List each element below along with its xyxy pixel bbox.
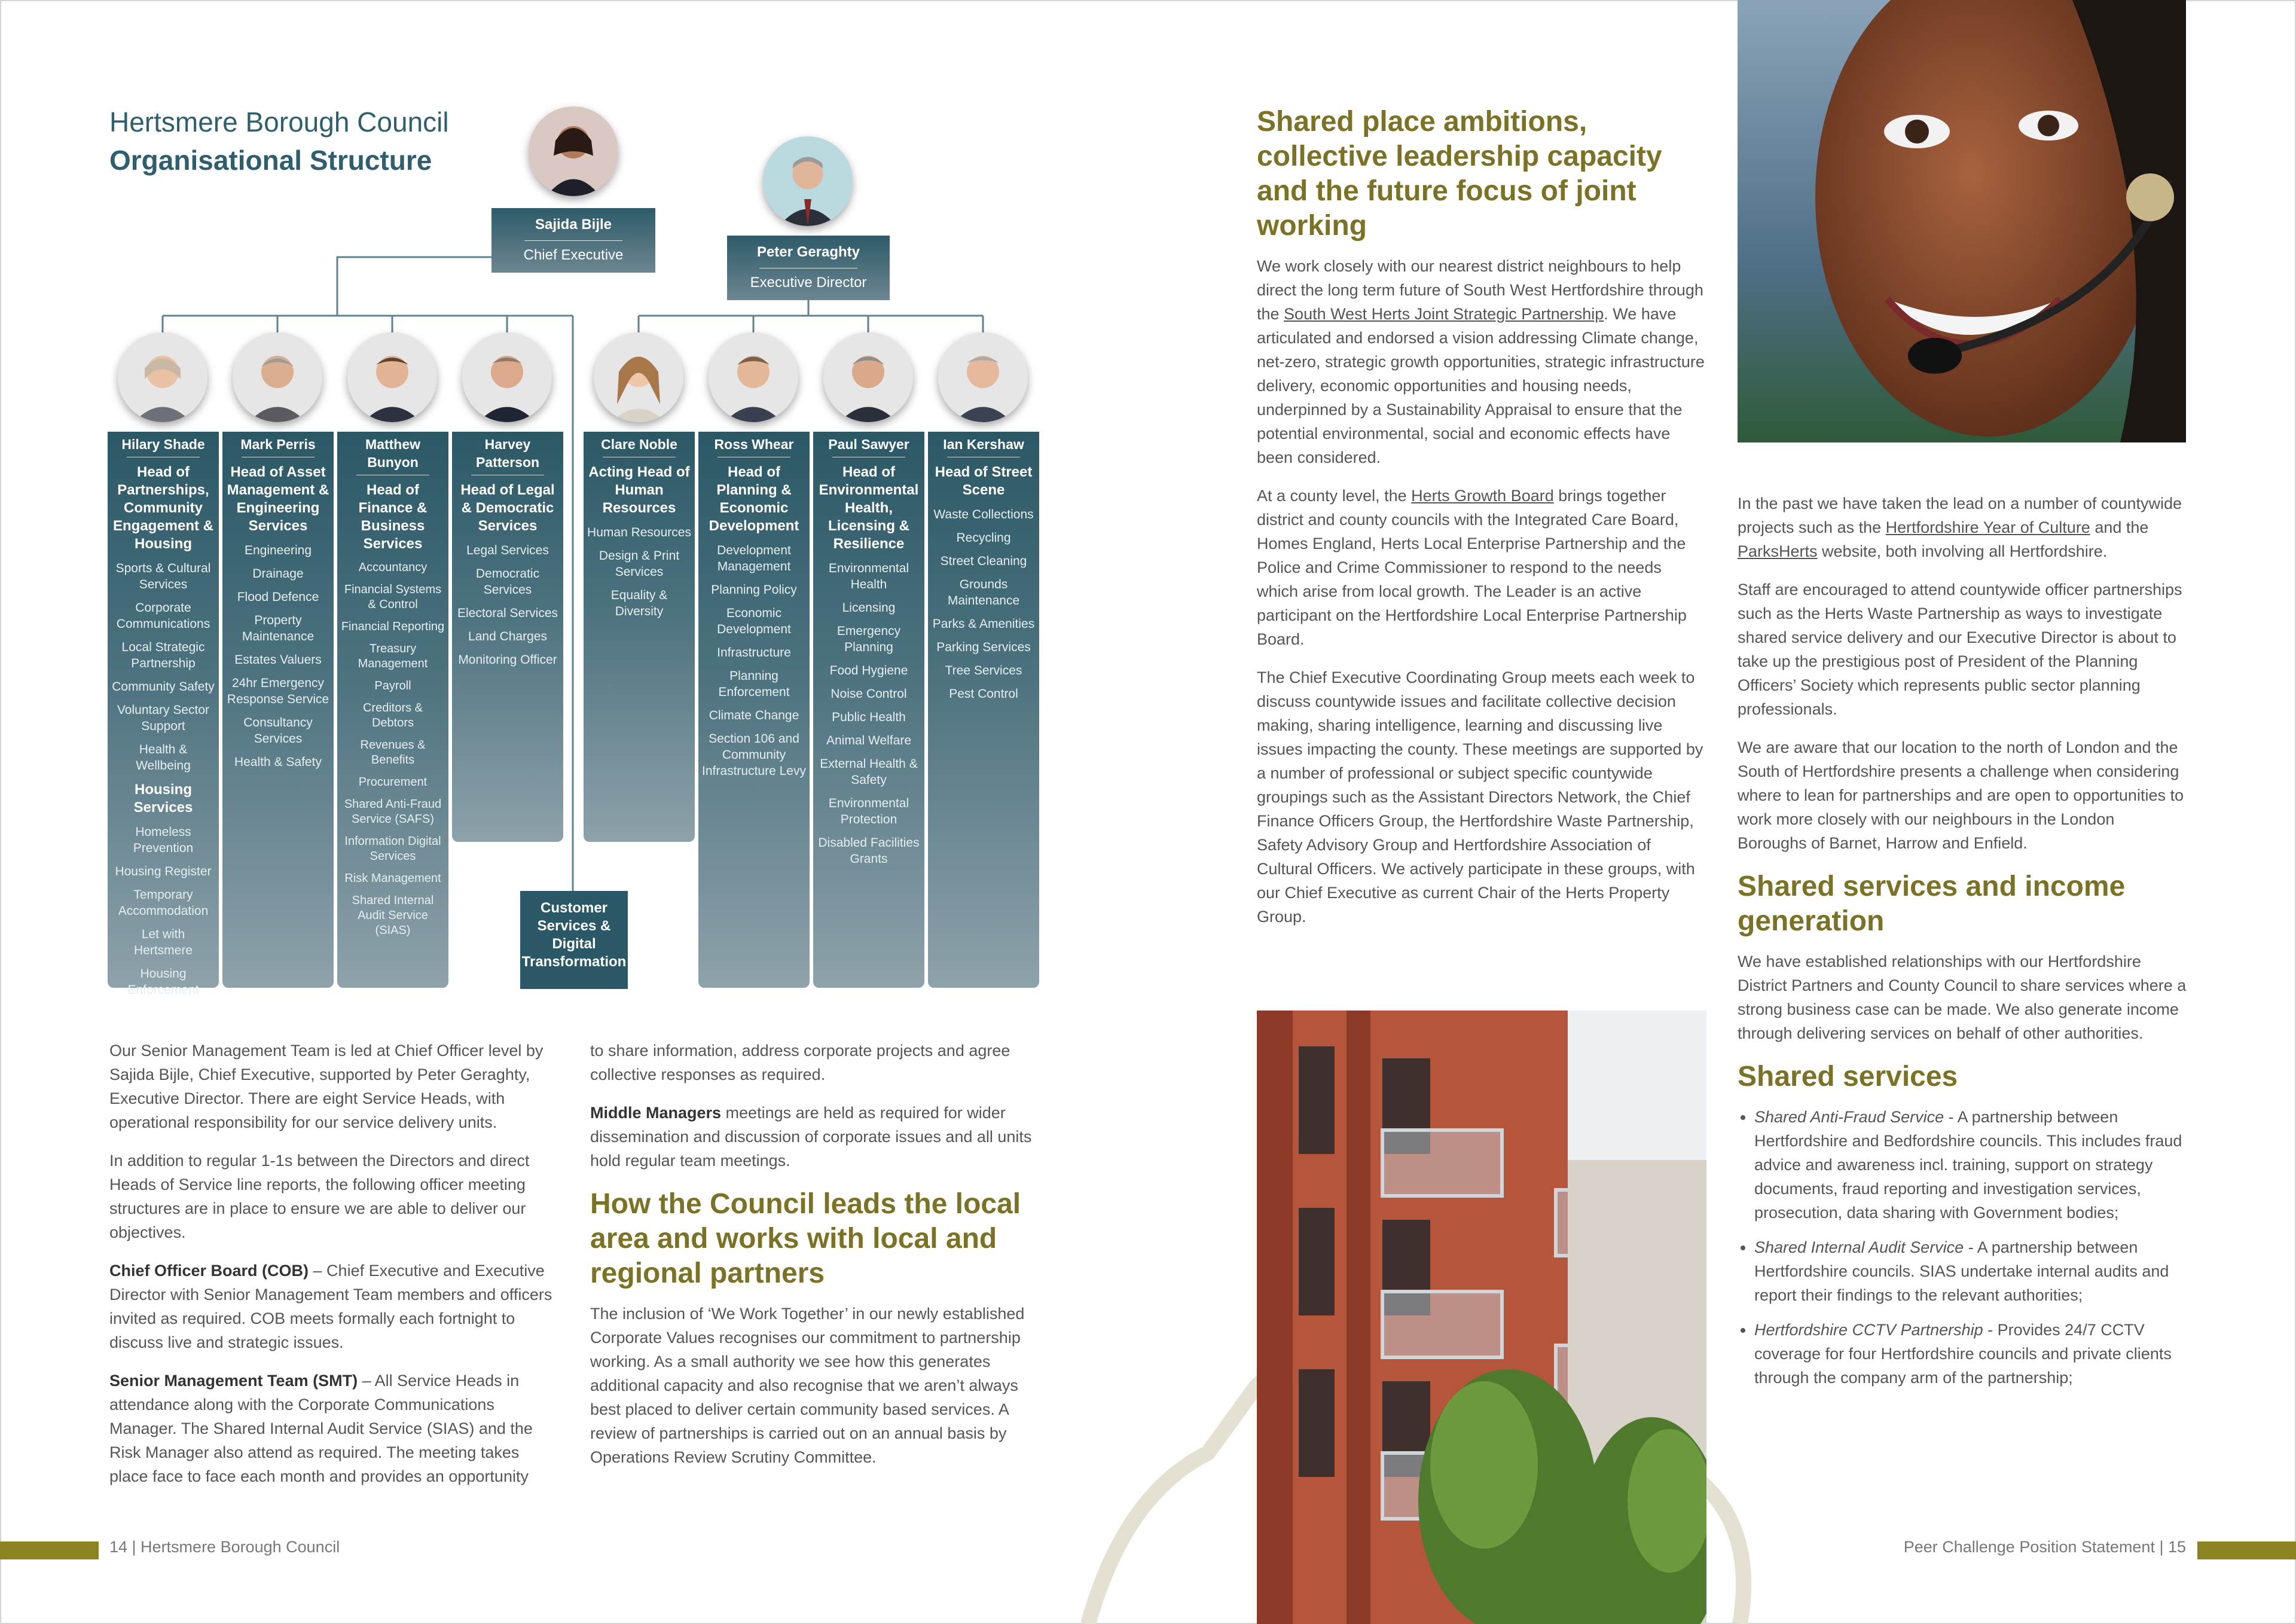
divider (524, 240, 622, 241)
paragraph (1257, 484, 1706, 651)
text: . We have articulated and endorsed a vision addressing Climate change, net-zero, strategic growth opportunities, strategic infrastructure delivery, economic opportunities and housing needs, underpinned by a Sustainability Appraisal to ensure that the potential environmental, social and economic effects have been considered. (1257, 305, 1705, 466)
service-item: Homeless Prevention (133, 825, 194, 855)
service-item: Disabled Facilities Grants (818, 836, 920, 866)
paragraph: The inclusion of ‘We Work Together’ in our newly established Corporate Values recognises our commitment to partnership working. As a small authority we see how this generates additional capacity and also recognise that we aren’t always best placed to deliver certain community based services. A review of partnerships is carried out on an annual basis by Operations Review Scrutiny Committee. (590, 1305, 1025, 1466)
service-item: Accountancy (358, 561, 428, 574)
org-column-mark-perris (222, 432, 334, 988)
service-item: Planning Policy (711, 583, 797, 597)
org-column-paul-sawyer (813, 432, 924, 988)
link-south-west-herts[interactable]: South West Herts Joint Strategic Partnership (1284, 305, 1604, 323)
link-parksherts[interactable]: ParksHerts (1738, 542, 1818, 560)
text: In the past we have taken the lead on a number of countywide projects such as the (1738, 494, 2182, 536)
service-item: Local Strategic Partnership (121, 640, 205, 670)
paragraph (1257, 254, 1706, 469)
org-title-council: Hertsmere Borough Council (109, 106, 449, 138)
list-item (1754, 1105, 2187, 1225)
text: At a county level, the (1257, 487, 1412, 505)
service-item: Revenues & Benefits (360, 738, 426, 767)
bullet-title: Shared Internal Audit Service (1754, 1238, 1964, 1256)
service-item: Creditors & Debtors (362, 701, 423, 729)
service-item: Housing Register (115, 865, 212, 878)
service-item: Property Maintenance (242, 613, 315, 643)
org-column-clare-noble (584, 432, 695, 842)
section-heading-shared-services-income: Shared services and income generation (1738, 871, 2126, 937)
service-item: Development Management (717, 544, 791, 573)
chief-executive-role: Chief Executive (523, 247, 624, 263)
service-item: Procurement (358, 776, 428, 789)
smt-label: Senior Management Team (SMT) (109, 1372, 358, 1390)
housing-photo (1257, 1011, 1706, 1624)
service-item: Shared Anti-Fraud Service (SAFS) (344, 798, 442, 826)
service-item: Infrastructure (717, 646, 791, 660)
service-item: Let with Hertsmere (133, 927, 193, 957)
service-item: Planning Enforcement (718, 669, 790, 699)
service-item: Legal Services (466, 544, 549, 557)
service-item: Monitoring Officer (458, 653, 557, 667)
service-item: Estates Valuers (234, 653, 322, 667)
footer-left: 14 | Hertsmere Borough Council (109, 1538, 340, 1556)
service-item: 24hr Emergency Response Service (227, 676, 329, 706)
mark-perris-photo (233, 332, 322, 422)
paragraph (109, 1259, 555, 1354)
service-item: Grounds Maintenance (947, 578, 1020, 608)
paragraph: In addition to regular 1-1s between the Directors and direct Heads of Service line reports, the following officer meeting structures are in place to ensure we are able to deliver our objectives. (109, 1152, 530, 1241)
service-item: Financial Systems & Control (344, 583, 442, 611)
paragraph: We have established relationships with our Hertfordshire District Partners and County Council to share services where a strong business case can be made. We also generate income through delivering services on behalf of other authorities. (1738, 953, 2187, 1042)
bullet-title: Shared Anti-Fraud Service (1754, 1108, 1944, 1126)
head-name: Clare Noble (601, 436, 677, 452)
service-item: Payroll (374, 679, 411, 692)
org-column-ross-whear (698, 432, 810, 988)
org-column-matthew-bunyon (337, 432, 448, 988)
service-item: External Health & Safety (820, 757, 918, 787)
paragraph: Staff are encouraged to attend countywide officer partnerships such as the Herts Waste Partnership as ways to investigate shared service delivery and our Executive Director is about to take up the prestigious post of President of the Planning Officers’ Society which represents public sector planning professionals. (1738, 581, 2182, 718)
executive-director-name: Peter Geraghty (756, 244, 860, 260)
customer-services-box: Customer Services & Digital Transformation (520, 891, 628, 989)
sub-head-housing: Housing Services (133, 782, 193, 816)
service-item: Economic Development (717, 606, 791, 636)
service-item: Temporary Accommodation (118, 888, 209, 918)
text: We work closely with our nearest district neighbours to help direct the long term future of South West Hertfordshire through the (1257, 257, 1703, 323)
org-title-structure: Organisational Structure (109, 145, 432, 176)
clare-noble-photo (594, 332, 683, 422)
service-item: Drainage (252, 567, 304, 581)
paragraph (590, 1101, 1036, 1173)
harvey-patterson-photo (462, 332, 552, 422)
head-role: Head of Legal & Democratic Services (460, 482, 555, 534)
head-role: Head of Planning & Economic Development (709, 464, 799, 534)
service-item: Recycling (956, 531, 1011, 545)
head-role: Head of Asset Management & Engineering Services (227, 464, 329, 534)
service-item: Design & Print Services (599, 549, 680, 579)
service-item: Tree Services (945, 664, 1022, 677)
service-item: Health & Wellbeing (136, 743, 191, 773)
section-heading-shared-services: Shared services (1738, 1061, 1958, 1092)
footer-bar-left (0, 1541, 99, 1559)
link-herts-growth-board[interactable]: Herts Growth Board (1411, 487, 1554, 505)
bullet-title: Hertfordshire CCTV Partnership (1754, 1321, 1983, 1339)
org-column-harvey-patterson (452, 432, 563, 842)
executive-director-photo (763, 136, 853, 226)
middle-managers-label: Middle Managers (590, 1104, 722, 1122)
head-role: Head of Finance & Business Services (358, 482, 428, 552)
smt-text: – All Service Heads in attendance along with the Corporate Communications Manager. The Shared Internal Audit Service (SIAS) and the Risk Manager also attend as required. The meeting takes place face to face each month and provides an opportunity (109, 1372, 533, 1485)
bullet-text: - A partnership between Hertfordshire and Bedfordshire councils. This includes fraud advice and awareness incl. training, support on strategy documents, fraud reporting and investigation services, prosecution, data sharing with Government bodies; (1754, 1108, 2182, 1222)
service-item: Food Hygiene (829, 664, 908, 677)
service-item: Environmental Health (828, 561, 909, 591)
section-heading-shared-place: Shared place ambitions, collective leadership capacity and the future focus of joint working (1257, 106, 1662, 242)
service-item: Financial Reporting (341, 620, 445, 633)
paragraph: Our Senior Management Team is led at Chief Officer level by Sajida Bijle, Chief Executive, supported by Peter Geraghty, Executive Director. There are eight Service Heads, with operational responsibility for our service delivery units. (109, 1042, 544, 1131)
head-role: Head of Partnerships, Community Engagement & Housing (112, 464, 214, 552)
service-item: Climate Change (709, 709, 799, 722)
executive-director-role: Executive Director (750, 274, 867, 291)
org-column-ian-kershaw (928, 432, 1039, 988)
service-item: Pest Control (949, 687, 1018, 701)
middle-text-column (590, 1039, 1036, 1483)
service-item: Environmental Protection (828, 796, 909, 826)
chief-executive-name: Sajida Bijle (535, 216, 612, 233)
middle-managers-text: meetings are held as required for wider dissemination and discussion of corporate issues and all units hold regular team meetings. (590, 1104, 1032, 1170)
paul-sawyer-photo (823, 332, 913, 422)
service-item: Consultancy Services (243, 716, 313, 746)
service-item: Public Health (832, 710, 906, 724)
paragraph (1738, 492, 2187, 563)
right-text-column-2 (1738, 492, 2187, 1400)
chief-executive-box (491, 208, 655, 273)
service-item: Voluntary Sector Support (117, 703, 210, 733)
service-item: Waste Collections (933, 508, 1034, 521)
service-item: Sports & Cultural Services (115, 561, 211, 591)
service-item: Electoral Services (457, 606, 558, 620)
service-item: Licensing (842, 601, 896, 615)
service-item: Human Resources (587, 526, 691, 539)
service-item: Street Cleaning (940, 554, 1027, 568)
head-name: Mark Perris (240, 436, 316, 452)
call-centre-photo (1738, 0, 2186, 442)
service-item: Animal Welfare (826, 734, 911, 747)
service-item: Housing Enforcement (127, 967, 199, 997)
service-item: Equality & Diversity (610, 588, 668, 618)
service-item: Risk Management (344, 872, 441, 885)
service-item: Land Charges (468, 630, 547, 643)
service-item: Section 106 and Community Infrastructure Levy (702, 732, 806, 778)
list-item (1754, 1235, 2187, 1307)
service-item: Noise Control (831, 687, 907, 701)
head-role: Head of Environmental Health, Licensing & Resilience (819, 464, 919, 552)
section-heading-council-leads: How the Council leads the local area and works with local and regional partners (590, 1188, 1021, 1289)
executive-director-box (727, 236, 890, 300)
text: brings together district and county councils with the Integrated Care Board, Homes England, Herts Local Enterprise Partnership and the Police and Crime Commissioner to respond to the needs which arise from local growth. The Leader is an active participant on the Hertfordshire Local Enterprise Partnership Board. (1257, 487, 1687, 648)
ian-kershaw-photo (938, 332, 1028, 422)
footer-bar-right (2197, 1541, 2296, 1559)
org-column-hilary-shade (108, 432, 219, 997)
head-name: Paul Sawyer (828, 436, 909, 452)
paragraph: The Chief Executive Coordinating Group meets each week to discuss countywide issues and facilitate collective decision making, sharing intelligence, learning and discussing live issues impacting the county. These meetings are supported by a number of professional or subject specific countywide groupings such as the Assistant Directors Network, the Chief Finance Officers Group, the Hertfordshire Waste Partnership, Safety Advisory Group and Hertfordshire Association of Cultural Officers. We actively participate in these groups, with our Chief Executive as current Chair of the Herts Property Group. (1257, 668, 1703, 926)
paragraph: We are aware that our location to the north of London and the South of Hertfordshire presents a challenge when considering where to lean for partnerships and are open to opportunities to work more closely with our neighbours in the London Boroughs of Barnet, Harrow and Enfield. (1738, 738, 2184, 852)
matthew-bunyon-photo (347, 332, 437, 422)
ross-whear-photo (709, 332, 798, 422)
service-item: Treasury Management (358, 642, 428, 670)
head-role: Head of Street Scene (935, 464, 1033, 498)
list-item (1754, 1318, 2187, 1390)
service-item: Community Safety (112, 680, 215, 694)
bullet-text: - A partnership between Hertfordshire councils. SIAS undertake internal audits and report their findings to the relevant authorities; (1754, 1238, 2169, 1304)
head-name: Ross Whear (714, 436, 794, 452)
hilary-shade-photo (118, 332, 207, 422)
service-item: Health & Safety (234, 755, 322, 769)
cob-label: Chief Officer Board (COB) (109, 1262, 309, 1280)
footer-right: Peer Challenge Position Statement | 15 (1903, 1538, 2186, 1556)
link-year-of-culture[interactable]: Hertfordshire Year of Culture (1885, 518, 2090, 536)
service-item: Parking Services (936, 640, 1031, 654)
chief-executive-photo (529, 106, 618, 196)
text: and the (2090, 518, 2149, 536)
head-name: Hilary Shade (121, 436, 205, 452)
shared-services-list (1738, 1105, 2187, 1390)
paragraph: to share information, address corporate projects and agree collective responses as required. (590, 1042, 1010, 1083)
service-item: Shared Internal Audit Service (SIAS) (352, 894, 434, 937)
head-role: Acting Head of Human Resources (588, 464, 690, 516)
head-name: Ian Kershaw (943, 436, 1024, 452)
service-item: Flood Defence (237, 590, 319, 604)
right-text-column-1 (1257, 105, 1706, 943)
service-item: Engineering (244, 544, 312, 557)
bullet-text: - Provides 24/7 CCTV coverage for four Hertfordshire councils and private clients through the company arm of the partnership; (1754, 1321, 2172, 1387)
service-item: Democratic Services (475, 567, 540, 597)
service-item: Information Digital Services (344, 835, 441, 863)
left-text-column (109, 1039, 555, 1503)
head-name: Matthew Bunyon (365, 436, 420, 470)
service-item: Corporate Communications (116, 601, 210, 631)
service-item: Emergency Planning (836, 624, 901, 654)
text: website, both involving all Hertfordshire. (1817, 542, 2108, 560)
cob-text: – Chief Executive and Executive Director with Senior Management Team members and officers invited as required. COB meets formally each fortnight to discuss live and strategic issues. (109, 1262, 552, 1351)
head-name: Harvey Patterson (475, 436, 540, 470)
paragraph (109, 1369, 555, 1488)
service-item: Parks & Amenities (932, 617, 1035, 631)
